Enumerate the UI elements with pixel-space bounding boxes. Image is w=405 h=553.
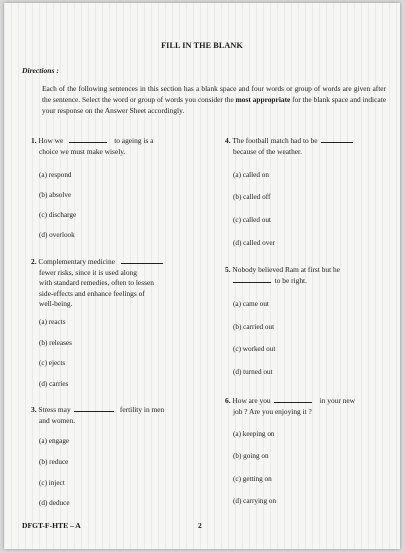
question-text: job ? Are you enjoying it ? <box>233 406 312 416</box>
question-text: because of the weather. <box>233 146 302 156</box>
option-3a[interactable]: (a) engage <box>39 437 70 445</box>
question-text: fewer risks, since it is used along <box>39 267 137 277</box>
answer-blank <box>121 257 163 264</box>
question-text: and women. <box>39 415 76 425</box>
directions-label: Directions : <box>22 66 59 75</box>
booklet-code: DFGT-F-HTE – A <box>22 521 81 530</box>
question-text: How are you <box>232 396 271 405</box>
question-number: 2. <box>31 257 37 266</box>
question-text: fertility in men <box>119 405 165 414</box>
option-6b[interactable]: (b) going on <box>233 452 269 460</box>
question-5 <box>225 265 395 286</box>
question-text: Nobody believed Ram at first but he <box>232 265 340 274</box>
exam-page <box>4 3 400 549</box>
option-4c[interactable]: (c) called out <box>233 216 271 224</box>
option-3c[interactable]: (c) inject <box>39 479 65 487</box>
answer-blank <box>69 136 107 143</box>
option-1c[interactable]: (c) discharge <box>39 211 77 219</box>
question-6 <box>225 396 395 417</box>
option-2b[interactable]: (b) releases <box>39 339 72 347</box>
directions-text-part1: Each of the following sentences in this section has a blank space and four words or group of words are given after the sentence. Select the word or group of words you consider the <box>42 84 386 105</box>
option-4a[interactable]: (a) called on <box>233 171 269 179</box>
directions-text-part2: for the blank space and indicate your response on the Answer Sheet accordingly. <box>42 95 386 116</box>
question-number: 3. <box>31 405 37 414</box>
option-2a[interactable]: (a) reacts <box>39 318 66 326</box>
option-1b[interactable]: (b) absolve <box>39 191 72 199</box>
option-5b[interactable]: (b) carried out <box>233 323 275 331</box>
question-text: choice we must make wisely. <box>39 146 126 156</box>
answer-blank <box>321 136 353 143</box>
question-text: in your new <box>319 396 355 405</box>
option-1a[interactable]: (a) respond <box>39 171 72 179</box>
question-number: 5. <box>225 265 231 274</box>
option-1d[interactable]: (d) overlook <box>39 231 75 239</box>
question-number: 6. <box>225 396 231 405</box>
question-text: to ageing is a <box>114 136 154 145</box>
question-number: 4. <box>225 136 231 145</box>
page-number: 2 <box>198 521 202 530</box>
question-text: with standard remedies, often to lessen <box>39 278 154 288</box>
directions-text <box>42 83 386 116</box>
question-text: Complementary medicine <box>38 257 115 266</box>
question-text: The football match had to be <box>232 136 318 145</box>
option-6a[interactable]: (a) keeping on <box>233 430 275 438</box>
option-2c[interactable]: (c) ejects <box>39 359 66 367</box>
directions-text-bold: most appropriate <box>235 95 291 105</box>
option-5d[interactable]: (d) turned out <box>233 368 273 376</box>
option-5a[interactable]: (a) came out <box>233 300 269 308</box>
answer-blank <box>274 396 312 403</box>
question-3 <box>31 405 201 426</box>
option-4b[interactable]: (b) called off <box>233 193 271 201</box>
answer-blank <box>233 276 271 283</box>
question-text: well-being. <box>39 299 73 309</box>
option-6c[interactable]: (c) getting on <box>233 475 272 483</box>
question-text: side-effects and enhance feelings of <box>39 288 145 298</box>
question-text: How we <box>38 136 64 145</box>
answer-blank <box>74 405 114 412</box>
question-2 <box>31 257 201 310</box>
option-2d[interactable]: (d) carries <box>39 380 69 388</box>
section-title: FILL IN THE BLANK <box>161 41 243 50</box>
question-text: to be right. <box>274 275 307 285</box>
option-3b[interactable]: (b) reduce <box>39 458 69 466</box>
question-1 <box>31 136 201 157</box>
option-4d[interactable]: (d) called over <box>233 239 275 247</box>
question-number: 1. <box>31 136 37 145</box>
question-text: Stress may <box>38 405 71 414</box>
option-5c[interactable]: (c) worked out <box>233 345 276 353</box>
option-6d[interactable]: (d) carrying on <box>233 497 277 505</box>
option-3d[interactable]: (d) deduce <box>39 499 70 507</box>
question-4 <box>225 136 395 157</box>
